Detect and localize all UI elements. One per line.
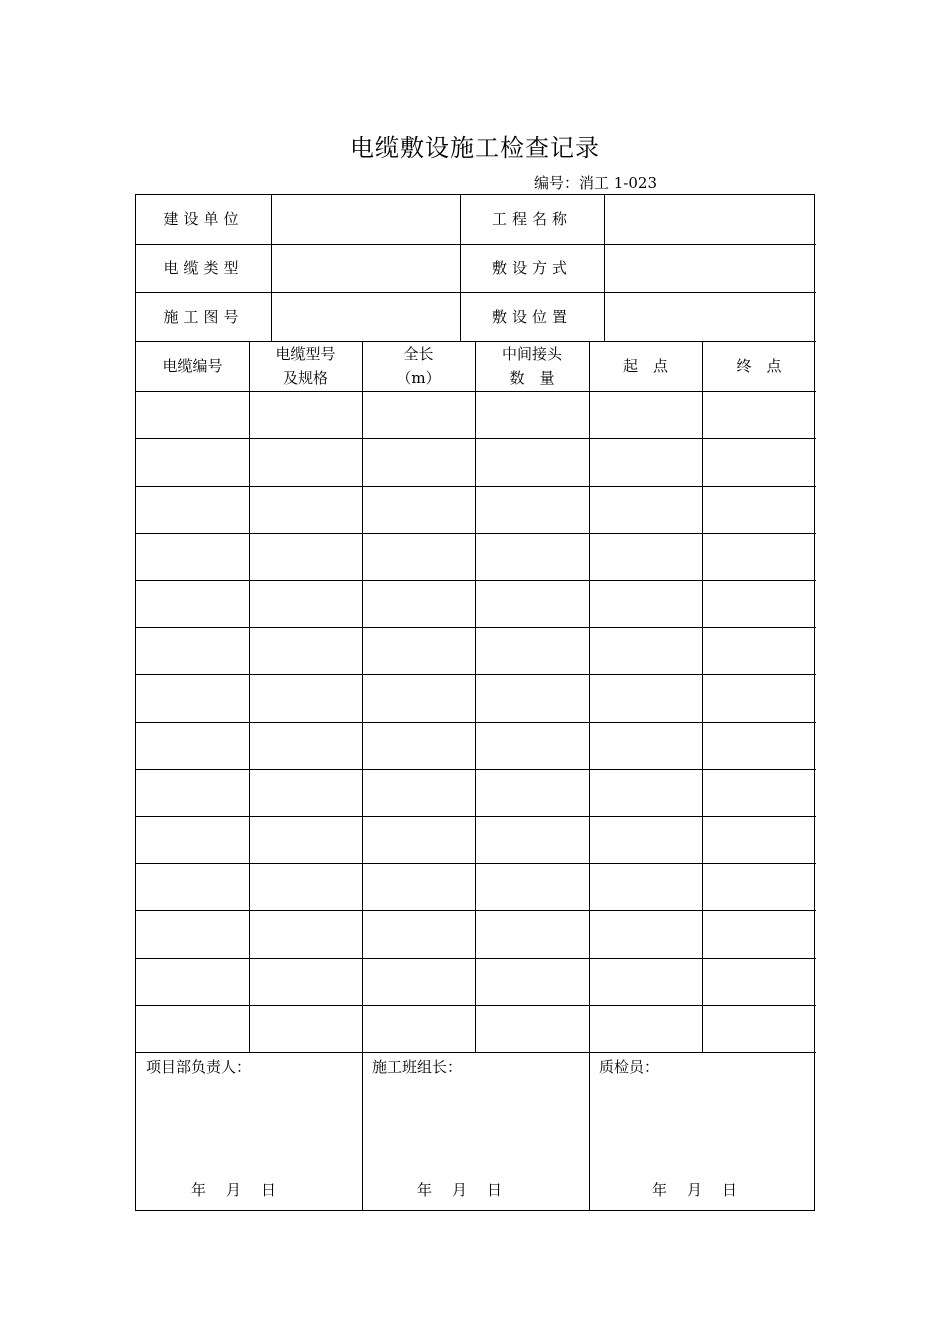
info-value-right[interactable] <box>604 292 816 341</box>
table-cell[interactable] <box>475 910 589 957</box>
signature-label: 施工班组长： <box>372 1057 463 1076</box>
column-header <box>702 341 816 391</box>
info-value-left[interactable] <box>271 195 460 244</box>
table-cell[interactable] <box>702 863 816 910</box>
grid-line <box>460 195 461 341</box>
table-cell[interactable] <box>702 486 816 533</box>
info-label-right: 工程名称 <box>491 210 572 229</box>
table-cell[interactable] <box>249 769 362 816</box>
document-number: 编号：消工 1-023 <box>534 174 658 192</box>
date-year: 年 <box>652 1180 668 1199</box>
table-cell[interactable] <box>136 391 249 438</box>
table-cell[interactable] <box>249 910 362 957</box>
table-cell[interactable] <box>702 533 816 580</box>
table-cell[interactable] <box>362 958 475 1005</box>
signature-box <box>136 1052 362 1210</box>
table-cell[interactable] <box>702 391 816 438</box>
table-cell[interactable] <box>475 674 589 721</box>
table-cell[interactable] <box>475 1005 589 1052</box>
table-cell[interactable] <box>589 486 702 533</box>
table-cell[interactable] <box>362 486 475 533</box>
grid-line <box>604 195 605 341</box>
table-cell[interactable] <box>136 580 249 627</box>
info-label-right: 敷设方式 <box>491 259 572 278</box>
info-label-left: 施工图号 <box>163 307 244 326</box>
info-label-left: 建设单位 <box>163 210 244 229</box>
column-header <box>475 341 589 391</box>
grid-line <box>136 958 816 959</box>
table-cell[interactable] <box>136 722 249 769</box>
grid-line <box>136 722 816 723</box>
date-day: 日 <box>722 1180 738 1199</box>
table-cell[interactable] <box>362 863 475 910</box>
table-cell[interactable] <box>249 580 362 627</box>
table-cell[interactable] <box>475 438 589 485</box>
date-year: 年 <box>191 1180 207 1199</box>
column-header-line1: 全长 <box>403 345 434 364</box>
table-cell[interactable] <box>362 391 475 438</box>
table-cell[interactable] <box>249 674 362 721</box>
column-header <box>249 341 362 391</box>
table-cell[interactable] <box>136 769 249 816</box>
table-cell[interactable] <box>702 438 816 485</box>
table-cell[interactable] <box>249 391 362 438</box>
table-cell[interactable] <box>702 674 816 721</box>
table-cell[interactable] <box>589 391 702 438</box>
table-cell[interactable] <box>249 1005 362 1052</box>
table-cell[interactable] <box>136 533 249 580</box>
table-cell[interactable] <box>362 910 475 957</box>
date-month: 月 <box>452 1180 468 1199</box>
grid-line <box>702 341 703 1052</box>
table-cell[interactable] <box>136 486 249 533</box>
table-cell[interactable] <box>249 958 362 1005</box>
table-cell[interactable] <box>475 580 589 627</box>
column-header-line1: 电缆型号 <box>275 345 336 364</box>
grid-line <box>249 341 250 1052</box>
column-header-line1: 终 点 <box>736 357 782 376</box>
table-cell[interactable] <box>589 627 702 674</box>
table-cell[interactable] <box>249 438 362 485</box>
table-cell[interactable] <box>136 674 249 721</box>
table-cell[interactable] <box>589 769 702 816</box>
table-cell[interactable] <box>475 627 589 674</box>
table-cell[interactable] <box>475 486 589 533</box>
info-value-left[interactable] <box>271 292 460 341</box>
record-form <box>135 194 815 1211</box>
page-title: 电缆敷设施工检查记录 <box>350 134 600 162</box>
grid-line <box>136 244 816 245</box>
grid-line <box>475 341 476 1052</box>
info-label-left: 电缆类型 <box>163 259 244 278</box>
table-cell[interactable] <box>702 627 816 674</box>
grid-line <box>136 486 816 487</box>
signature-box <box>362 1052 589 1210</box>
table-cell[interactable] <box>249 816 362 863</box>
table-cell[interactable] <box>589 533 702 580</box>
table-cell[interactable] <box>136 910 249 957</box>
info-label-right: 敷设位置 <box>491 307 572 326</box>
table-cell[interactable] <box>589 816 702 863</box>
column-header-line2: （m） <box>396 369 441 388</box>
table-cell[interactable] <box>475 958 589 1005</box>
table-cell[interactable] <box>475 391 589 438</box>
table-cell[interactable] <box>136 863 249 910</box>
table-cell[interactable] <box>136 816 249 863</box>
table-cell[interactable] <box>589 1005 702 1052</box>
grid-line <box>136 816 816 817</box>
signature-date[interactable] <box>652 1179 737 1200</box>
table-cell[interactable] <box>589 722 702 769</box>
column-header <box>362 341 475 391</box>
table-cell[interactable] <box>136 627 249 674</box>
table-cell[interactable] <box>249 533 362 580</box>
column-header-line2: 数 量 <box>509 369 555 388</box>
grid-line <box>136 292 816 293</box>
table-cell[interactable] <box>589 438 702 485</box>
grid-line <box>589 341 590 1052</box>
table-cell[interactable] <box>589 863 702 910</box>
date-month: 月 <box>226 1180 242 1199</box>
table-cell[interactable] <box>589 580 702 627</box>
table-cell[interactable] <box>249 722 362 769</box>
table-cell[interactable] <box>702 769 816 816</box>
column-header-line1: 电缆编号 <box>162 357 223 376</box>
table-cell[interactable] <box>362 533 475 580</box>
table-cell[interactable] <box>249 863 362 910</box>
table-cell[interactable] <box>362 1005 475 1052</box>
table-cell[interactable] <box>702 1005 816 1052</box>
table-cell[interactable] <box>249 486 362 533</box>
table-cell[interactable] <box>362 627 475 674</box>
grid-line <box>136 438 816 439</box>
grid-line <box>136 580 816 581</box>
column-header <box>136 341 249 391</box>
signature-date[interactable] <box>191 1179 276 1200</box>
table-cell[interactable] <box>589 674 702 721</box>
table-cell[interactable] <box>475 722 589 769</box>
date-day: 日 <box>487 1180 503 1199</box>
grid-line <box>136 863 816 864</box>
grid-line <box>136 1005 816 1006</box>
signature-box <box>589 1052 816 1210</box>
table-cell[interactable] <box>136 1005 249 1052</box>
table-cell[interactable] <box>136 438 249 485</box>
table-cell[interactable] <box>475 533 589 580</box>
table-cell[interactable] <box>362 674 475 721</box>
table-cell[interactable] <box>362 816 475 863</box>
signature-label: 质检员： <box>599 1057 660 1076</box>
table-cell[interactable] <box>249 627 362 674</box>
signature-label: 项目部负责人： <box>146 1057 252 1076</box>
info-value-left[interactable] <box>271 244 460 293</box>
table-cell[interactable] <box>589 958 702 1005</box>
column-header-line1: 起 点 <box>622 357 668 376</box>
grid-line <box>136 627 816 628</box>
column-header <box>589 341 702 391</box>
column-header-line2: 及规格 <box>282 369 328 388</box>
table-cell[interactable] <box>475 816 589 863</box>
column-header-line1: 中间接头 <box>501 345 562 364</box>
info-value-right[interactable] <box>604 244 816 293</box>
table-cell[interactable] <box>702 580 816 627</box>
grid-line <box>136 910 816 911</box>
table-cell[interactable] <box>362 438 475 485</box>
table-cell[interactable] <box>475 863 589 910</box>
grid-line <box>136 674 816 675</box>
table-cell[interactable] <box>362 769 475 816</box>
grid-line <box>136 533 816 534</box>
date-month: 月 <box>687 1180 703 1199</box>
table-cell[interactable] <box>362 580 475 627</box>
table-cell[interactable] <box>589 910 702 957</box>
grid-line <box>271 195 272 341</box>
grid-line <box>362 341 363 1052</box>
table-cell[interactable] <box>702 816 816 863</box>
table-cell[interactable] <box>702 958 816 1005</box>
info-value-right[interactable] <box>604 195 816 244</box>
date-year: 年 <box>417 1180 433 1199</box>
table-cell[interactable] <box>702 722 816 769</box>
table-cell[interactable] <box>702 910 816 957</box>
grid-line <box>136 769 816 770</box>
signature-date[interactable] <box>417 1179 502 1200</box>
table-cell[interactable] <box>136 958 249 1005</box>
table-cell[interactable] <box>362 722 475 769</box>
table-cell[interactable] <box>475 769 589 816</box>
date-day: 日 <box>261 1180 277 1199</box>
